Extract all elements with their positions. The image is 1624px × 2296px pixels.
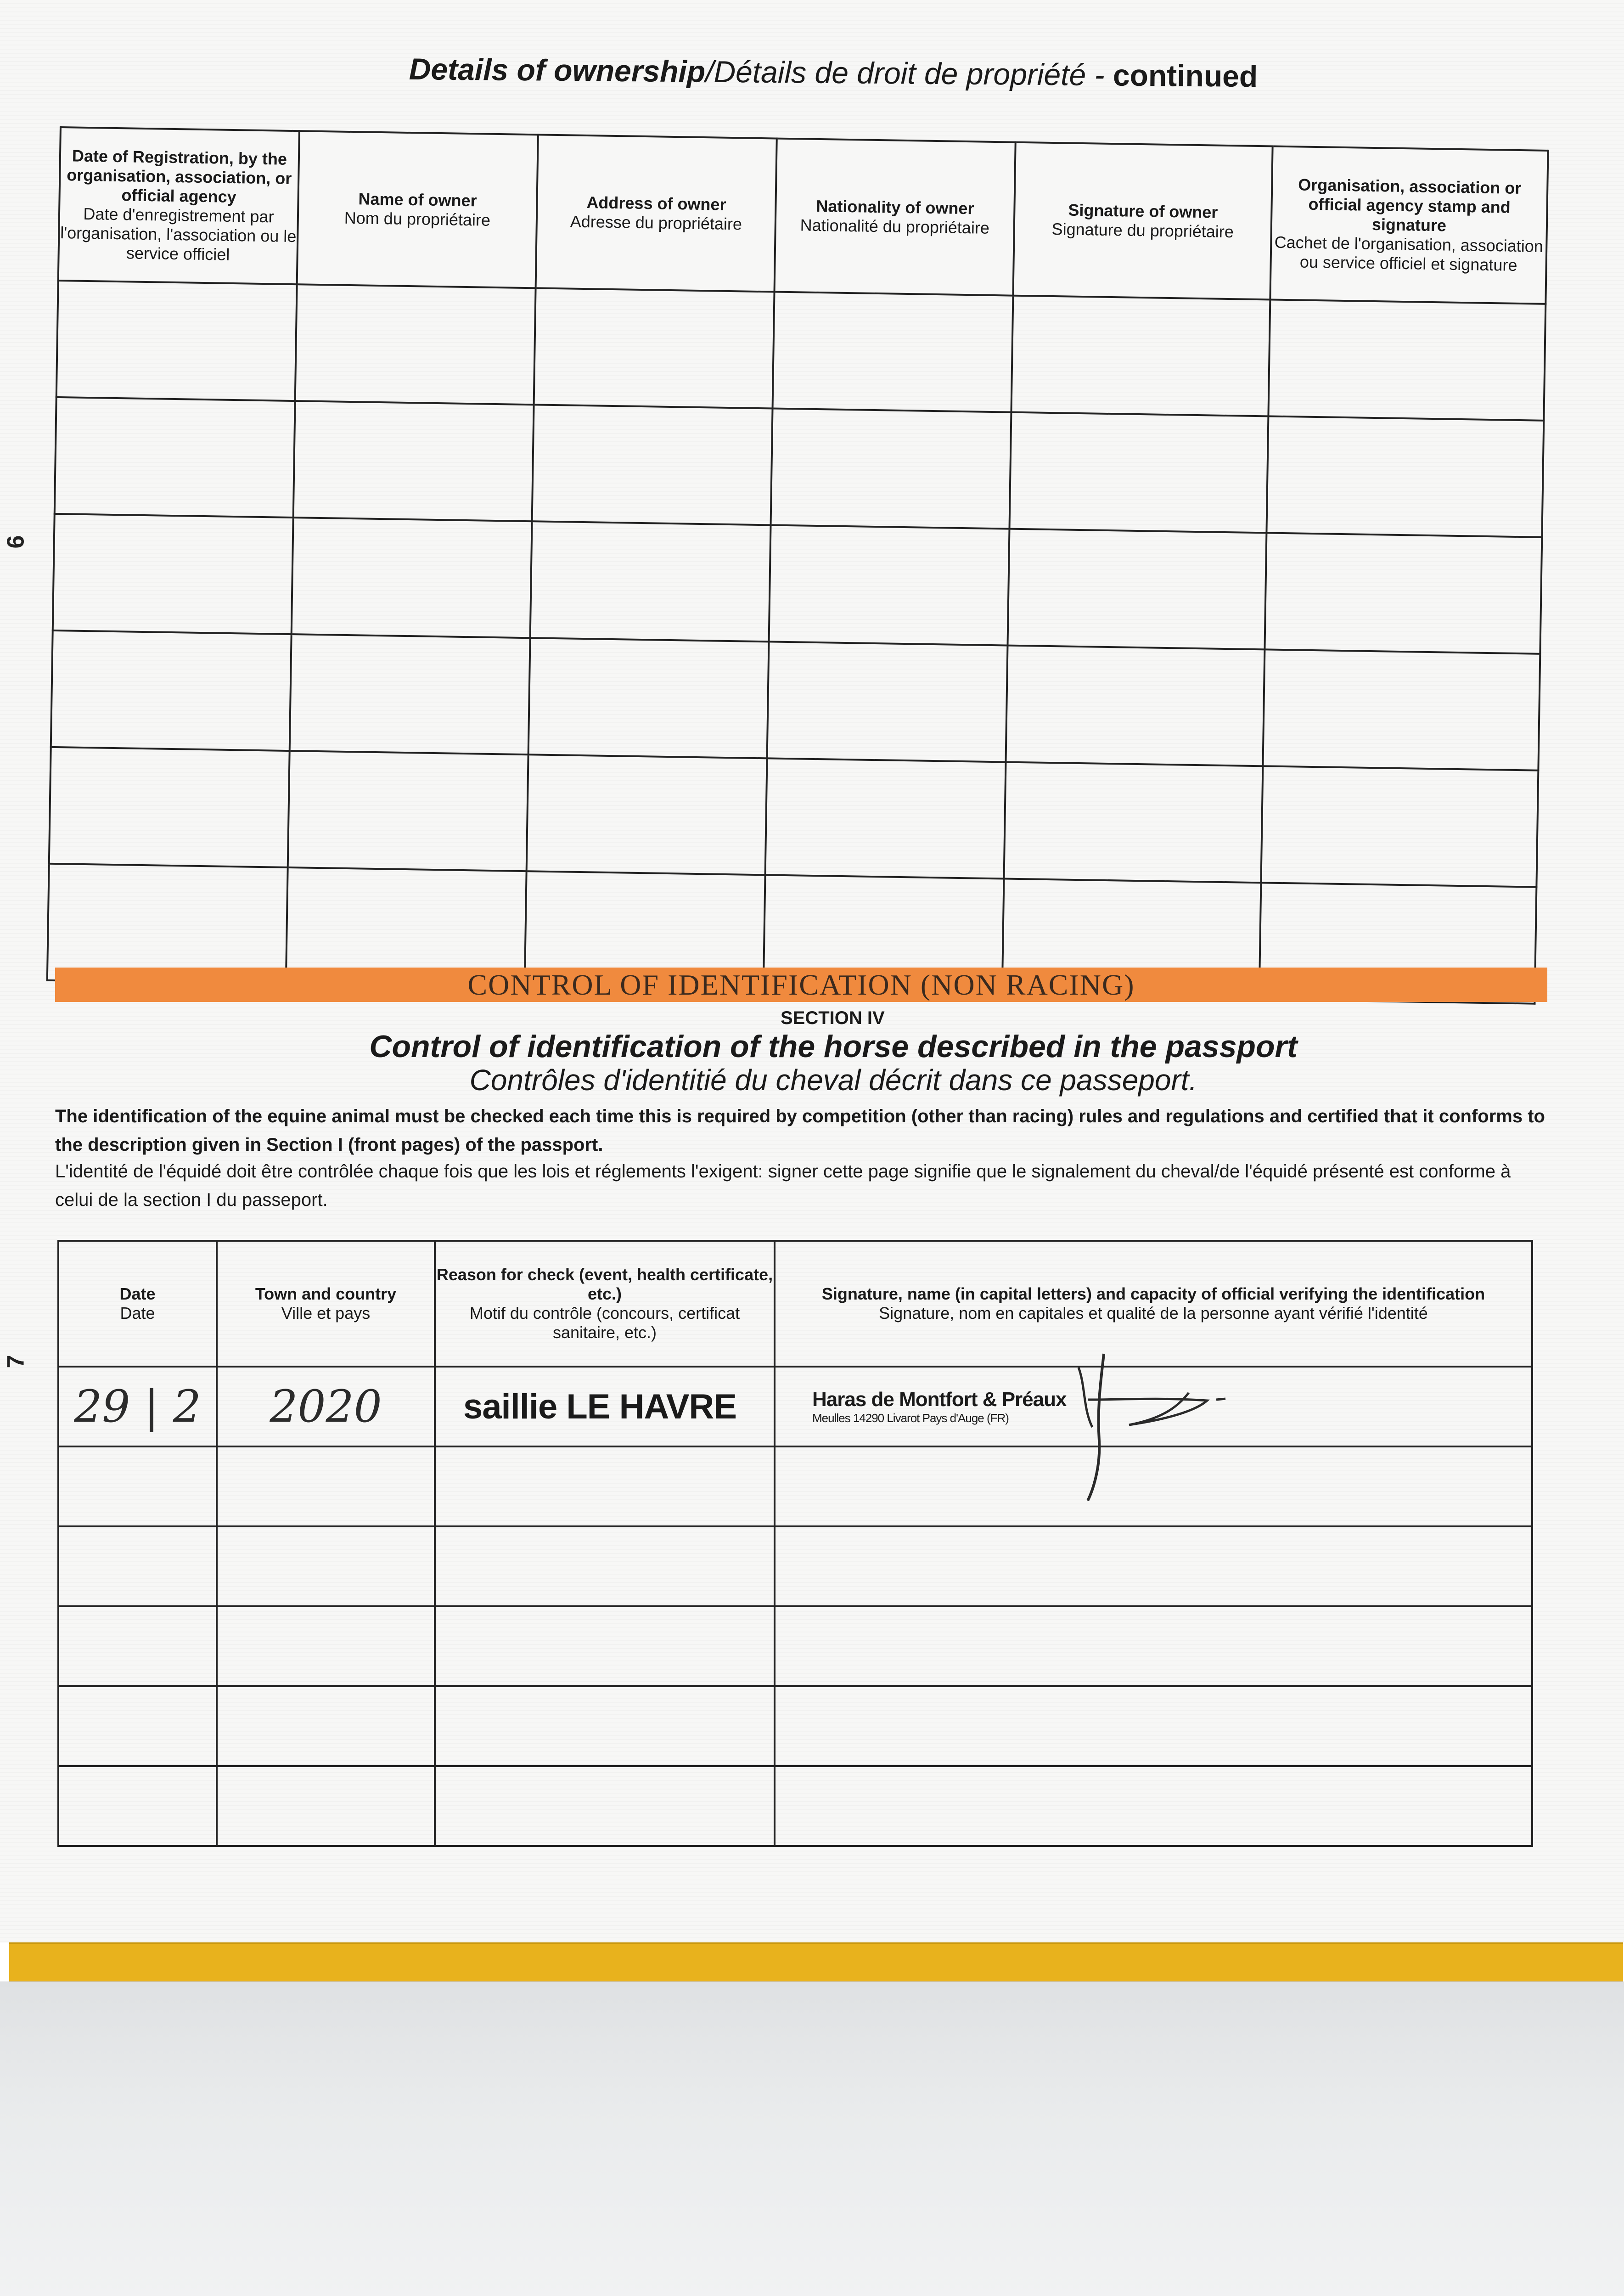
entry-reason: saillie LE HAVRE (435, 1367, 775, 1446)
control-row (58, 1686, 1532, 1766)
col-official-signature: Signature, name (in capital letters) and capacity of official verifying the identification Signature, nom en capitales et qualité de la personne ayant vérifié l'identité (775, 1241, 1532, 1367)
ownership-row (51, 630, 1540, 771)
control-table (57, 1240, 1533, 1847)
col-town-country: Town and country Ville et pays (217, 1241, 435, 1367)
entry-town: 2020 (217, 1367, 435, 1446)
stamp-address: Meulles 14290 Livarot Pays d'Auge (FR) (812, 1411, 1009, 1425)
section-label: SECTION IV (781, 1008, 885, 1028)
ownership-table (46, 126, 1549, 1005)
ownership-header-row (58, 127, 1548, 304)
col-agency-stamp: Organisation, association or official agency stamp and signature Cachet de l'organisation, association ou service officiel et signature (1270, 146, 1548, 304)
instruction-en: The identification of the equine animal must be checked each time this is required by competition (other than racing) rules and regulations and certified that it conforms to the description given in Section I (front pages) of the passport. (55, 1106, 1545, 1155)
col-owner-nationality: Nationality of owner Nationalité du propriétaire (775, 139, 1016, 296)
control-title-en: Control of identification of the horse described in the passport (369, 1029, 1298, 1064)
control-row-filled (58, 1367, 1532, 1446)
ownership-row (55, 397, 1544, 537)
stamp-name: Haras de Montfort & Préaux (812, 1388, 1067, 1411)
col-owner-signature: Signature of owner Signature du propriétaire (1013, 142, 1272, 300)
control-band: CONTROL OF IDENTIFICATION (NON RACING) (55, 968, 1547, 1002)
page-number-upper: 6 (2, 535, 29, 549)
ownership-row (53, 514, 1542, 654)
ownership-row (49, 747, 1539, 887)
control-header-row (58, 1241, 1532, 1367)
control-row (58, 1766, 1532, 1846)
page-number-lower: 7 (2, 1355, 29, 1368)
col-owner-name: Name of owner Nom du propriétaire (297, 131, 538, 288)
ownership-title-en: Details of ownership (409, 51, 706, 89)
ownership-row (56, 281, 1546, 421)
entry-date: 29 | 2 (58, 1367, 217, 1446)
control-title-fr: Contrôles d'identitié du cheval décrit dans ce passeport. (469, 1064, 1197, 1097)
entry-official (775, 1367, 1532, 1446)
control-row (58, 1526, 1532, 1606)
col-reason: Reason for check (event, health certificate, etc.) Motif du contrôle (concours, certificat sanitaire, etc.) (435, 1241, 775, 1367)
col-date: Date Date (58, 1241, 217, 1367)
col-registration-date: Date of Registration, by the organisation, association, or official agency Date d'enregistrement par l'organisation, l'association ou le service officiel (58, 127, 299, 284)
scanner-background (0, 1981, 1624, 2296)
ownership-title-continued: continued (1113, 58, 1258, 94)
passport-cover-edge (9, 1942, 1623, 1983)
ownership-title-fr: /Détails de droit de propriété - (705, 54, 1113, 92)
col-owner-address: Address of owner Adresse du propriétaire (536, 135, 777, 292)
control-row (58, 1446, 1532, 1526)
signature-scribble (1060, 1349, 1299, 1514)
control-row (58, 1606, 1532, 1686)
instruction-fr: L'identité de l'équidé doit être contrôlée chaque fois que les lois et réglements l'exigent: signer cette page signifie que le signalement du cheval/de l'équidé présenté est conforme à celui de la section I du passeport. (55, 1161, 1511, 1210)
